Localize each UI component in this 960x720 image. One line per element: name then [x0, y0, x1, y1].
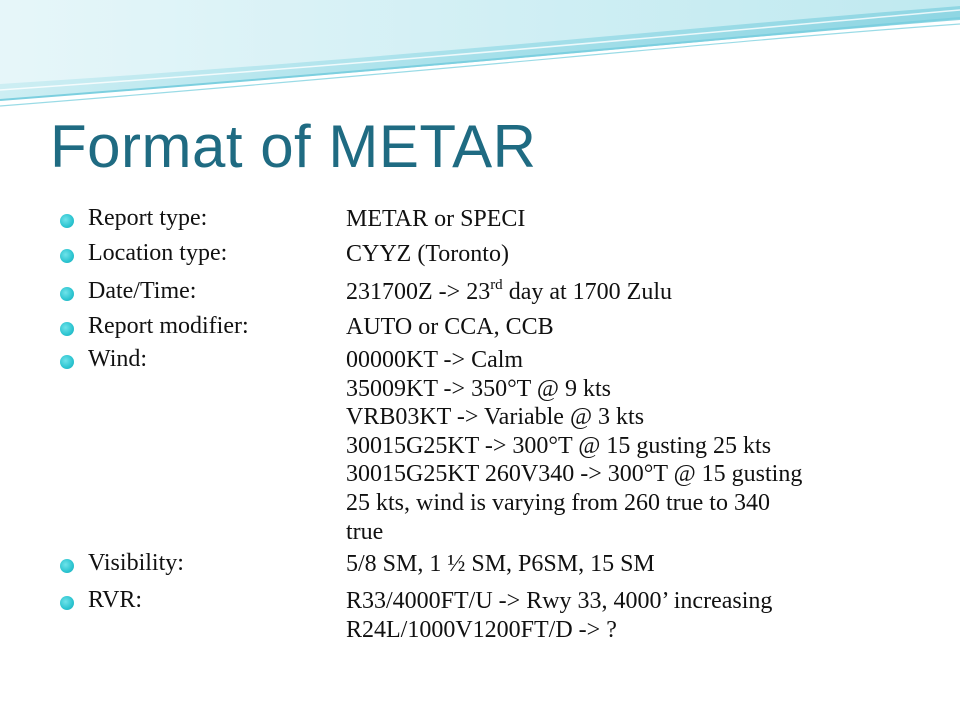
value-text: day at 1700 Zulu [502, 279, 672, 305]
slide-title: Format of METAR [50, 113, 537, 180]
value-line: AUTO or CCA, CCB [346, 314, 554, 340]
field-label: Date/Time: [88, 278, 197, 304]
field-label: Report modifier: [88, 313, 249, 339]
field-value [346, 313, 926, 342]
bullet-dot-icon [60, 249, 74, 263]
field-value [346, 550, 926, 579]
field-label: RVR: [88, 587, 143, 613]
bullet-dot-icon [60, 596, 74, 610]
value-line: 30015G25KT -> 300°T @ 15 gusting 25 kts [346, 432, 772, 459]
value-line: 30015G25KT 260V340 -> 300°T @ 15 gusting [346, 461, 803, 488]
field-label: Report type: [88, 205, 208, 231]
field-value [346, 278, 926, 307]
field-value [346, 587, 926, 644]
field-value [346, 346, 926, 546]
value-line: 5/8 SM, 1 ½ SM, P6SM, 15 SM [346, 551, 655, 577]
field-label: Location type: [88, 240, 228, 266]
value-line: R33/4000FT/U -> Rwy 33, 4000’ increasing [346, 588, 773, 614]
value-line [346, 278, 926, 307]
value-line: CYYZ (Toronto) [346, 241, 509, 267]
value-line: R24L/1000V1200FT/D -> ? [346, 616, 617, 643]
bullet-dot-icon [60, 214, 74, 228]
field-value [346, 205, 926, 234]
bullet-dot-icon [60, 322, 74, 336]
ordinal-suffix: rd [490, 277, 503, 293]
field-value [346, 240, 926, 269]
bullet-dot-icon [60, 287, 74, 301]
bullet-dot-icon [60, 355, 74, 369]
field-label: Wind: [88, 346, 148, 372]
value-line: 35009KT -> 350°T @ 9 kts [346, 375, 612, 402]
value-text: 231700Z -> 23 [346, 279, 491, 305]
value-line: 25 kts, wind is varying from 260 true to 340 [346, 489, 770, 516]
value-line: VRB03KT -> Variable @ 3 kts [346, 404, 645, 431]
value-line: 00000KT -> Calm [346, 347, 524, 373]
field-label: Visibility: [88, 550, 184, 576]
value-line: true [346, 518, 384, 545]
value-line: METAR or SPECI [346, 206, 526, 232]
bullet-dot-icon [60, 559, 74, 573]
